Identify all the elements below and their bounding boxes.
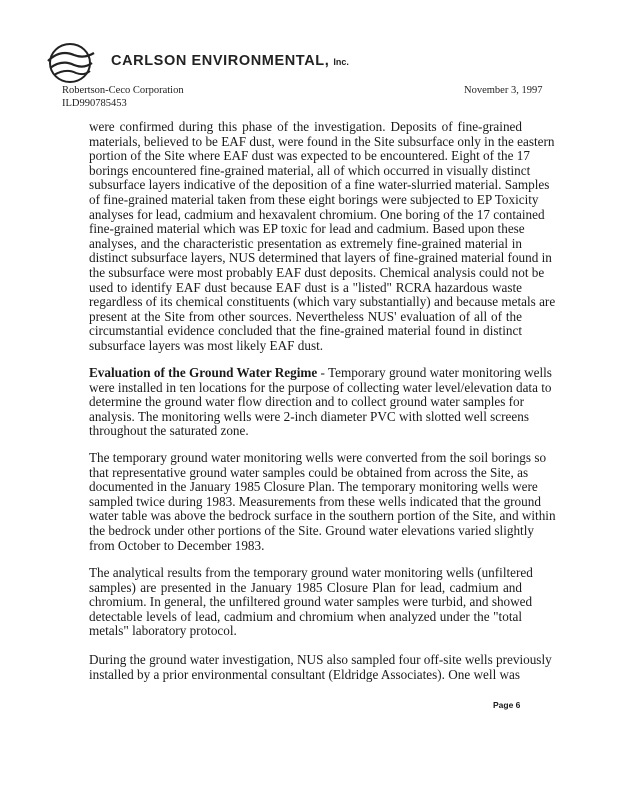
text-line: portion of the Site where EAF dust was expected to be encountered. Eight of the 17 [89,148,530,164]
text-line-content: - Temporary ground water monitoring wells [317,365,552,380]
text-line: throughout the saturated zone. [89,423,249,439]
text-line: sampled twice during 1983. Measurements from these wells indicated that the ground [89,493,541,509]
paragraph-analytical-results [89,565,533,639]
text-line: documented in the January 1985 Closure Plan. The temporary monitoring wells were [89,479,538,495]
text-line: chromium. In general, the unfiltered ground water samples were turbid, and showed [89,594,533,610]
text-line: from October to December 1983. [89,537,265,553]
text-line: analysis. The monitoring wells were 2-inch diameter PVC with slotted well screens [89,408,529,424]
text-line: The temporary ground water monitoring wells were converted from the soil borings so [89,450,547,465]
text-line: determine the ground water flow direction and to collect ground water samples for [89,394,525,410]
text-line: The analytical results from the temporary ground water monitoring wells (unfiltered [89,565,533,580]
text-line: that representative ground water samples could be obtained from across the Site, as [89,464,529,480]
text-line: During the ground water investigation, NUS also sampled four off-site wells previously [89,652,552,667]
text-line: installed by a prior environmental consultant (Eldridge Associates). One well was [89,666,521,682]
recipient-block [62,84,184,110]
paragraph-off-site-wells [89,652,552,682]
text-line: were installed in ten locations for the purpose of collecting water level/elevation data to [89,379,552,395]
paragraph-eaf-dust [89,119,556,354]
company-suffix: Inc. [333,57,349,67]
text-line: samples) are presented in the January 1985 Closure Plan for lead, cadmium and [89,579,522,595]
text-line: circumstantial evidence concluded that the fine-grained material found in distinct [89,323,522,339]
text-line: analyses for lead, cadmium and hexavalent chromium. One boring of the 17 contained [89,206,545,222]
text-line: used to identify EAF dust because EAF dust is a "listed" RCRA hazardous waste [89,279,522,295]
text-line: the subsurface were most probably EAF dust deposits. Chemical analysis could not be [89,264,545,280]
text-line: borings encountered fine-grained material, all of which occurred in visually distinct [89,162,531,178]
text-line: metals" laboratory protocol. [89,623,237,639]
company-name [111,53,349,69]
text-line: were confirmed during this phase of the investigation. Deposits of fine-grained [89,119,522,134]
text-line: subsurface layers was most likely EAF dust. [89,337,324,353]
text-line: water table was above the bedrock surface in the southern portion of the Site, and within [89,508,556,524]
document-date: November 3, 1997 [464,85,543,96]
paragraph-ground-water-regime [89,365,552,439]
text-line: regardless of its chemical constituents (which vary substantially) and because metals are [89,294,556,310]
text-line: detectable levels of lead, cadmium and chromium when analyzed under the "total [89,608,522,624]
company-name-text: CARLSON ENVIRONMENTAL, [111,53,330,69]
paragraph-temporary-wells [89,450,556,553]
text-line: fine-grained material which was EP toxic for lead and cadmium. Based upon these [89,221,525,237]
section-heading: Evaluation of the Ground Water Regime [89,365,318,380]
text-line: present at the Site from other sources. Nevertheless NUS' evaluation of all of the [89,308,522,324]
text-line: distinct subsurface layers, NUS determined that layers of fine-grained material found in [89,250,552,266]
text-line: analyses, and the characteristic presentation as extremely fine-grained material in [89,235,522,251]
text-line: the bedrock under other portions of the Site. Ground water elevations varied slightly [89,522,534,538]
text-line: materials, believed to be EAF dust, were found in the Site subsurface only in the eastern [89,133,555,149]
company-logo-icon [44,41,96,85]
text-line: of fine-grained material taken from these eight borings were subjected to EP Toxicity [89,191,539,207]
recipient-name: Robertson-Ceco Corporation [62,85,184,96]
page-number: Page 6 [493,700,521,710]
recipient-id: ILD990785453 [62,98,127,109]
text-line: subsurface layers indicative of the deposition of a fine water-slurried material. Samples [89,177,550,193]
text-line [89,365,552,381]
